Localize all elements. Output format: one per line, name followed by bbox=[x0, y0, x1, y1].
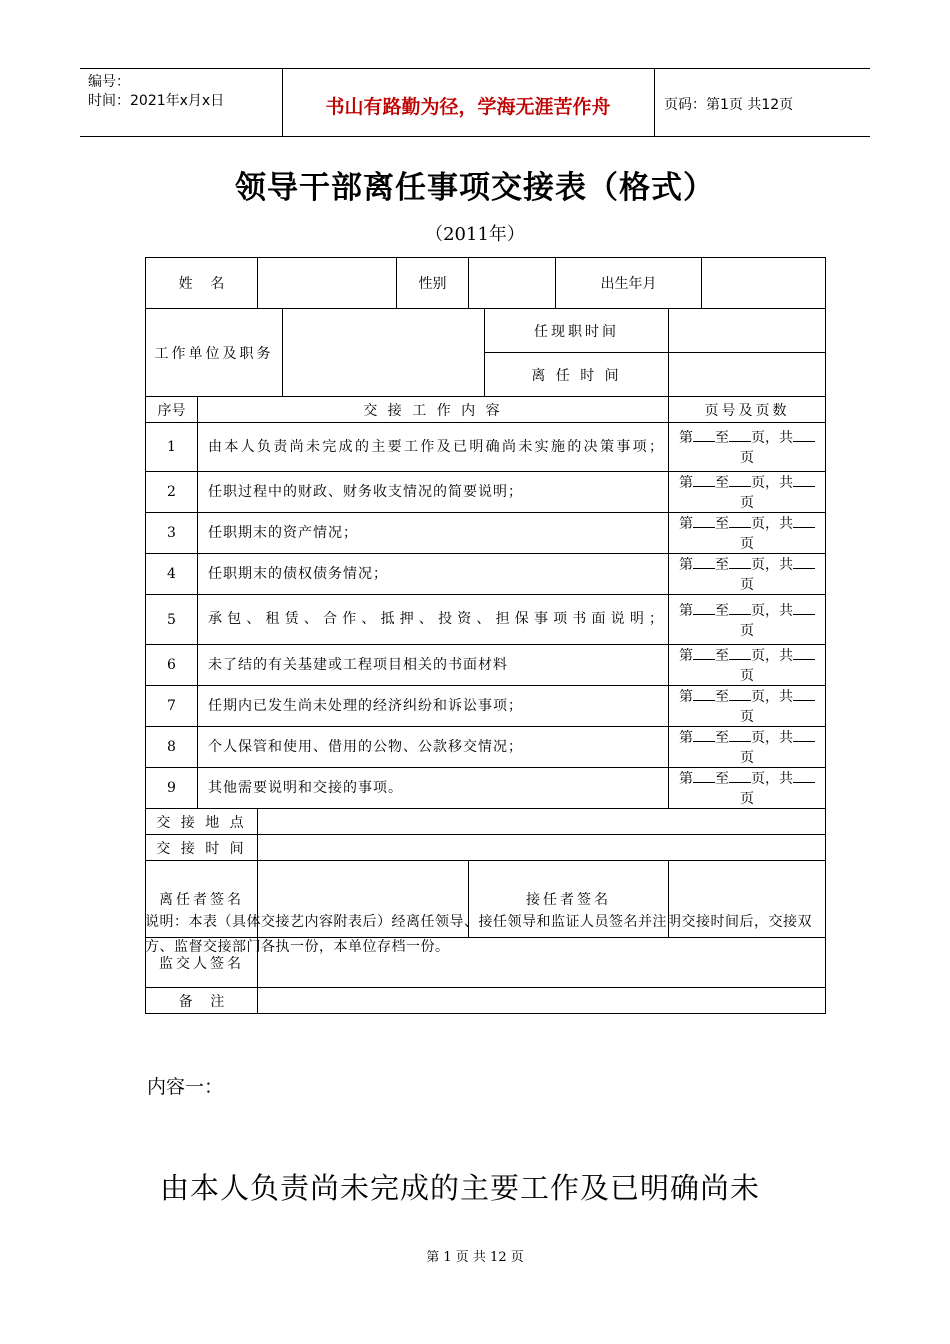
table-row bbox=[146, 423, 826, 472]
table-row bbox=[146, 513, 826, 554]
birth-value[interactable] bbox=[702, 258, 826, 309]
handover-time-value[interactable] bbox=[258, 835, 826, 861]
form-note: 说明：本表（具体交接艺内容附表后）经离任领导、接任领导和监证人员签名并注明交接时间后，交接双方、监督交接部门各执一份，本单位存档一份。 bbox=[145, 914, 812, 955]
handover-time-label: 交 接 时 间 bbox=[146, 835, 258, 861]
row-personal-info bbox=[146, 258, 826, 309]
row-unit-current bbox=[146, 309, 826, 353]
item-number: 9 bbox=[146, 768, 198, 809]
pages-text: 页 bbox=[740, 750, 755, 766]
pages-blank-field[interactable] bbox=[793, 770, 815, 783]
col-header-seq: 序号 bbox=[146, 397, 198, 423]
unit-value[interactable] bbox=[283, 309, 485, 397]
pages-blank-field[interactable] bbox=[729, 429, 751, 442]
pages-blank-field[interactable] bbox=[729, 515, 751, 528]
pages-text: 第 bbox=[679, 516, 694, 532]
table-row bbox=[146, 472, 826, 513]
pages-text: 第 bbox=[679, 771, 694, 787]
page-title: 领导干部离任事项交接表（格式） bbox=[235, 170, 715, 206]
item-content: 任职期末的资产情况； bbox=[198, 513, 669, 554]
pages-text: 至 bbox=[715, 602, 730, 619]
pages-text: 页，共 bbox=[751, 730, 794, 746]
item-content: 任职期末的债权债务情况； bbox=[198, 554, 669, 595]
header-number: 编号： bbox=[88, 74, 130, 90]
item-pages[interactable] bbox=[669, 554, 826, 595]
pages-text: 至 bbox=[715, 557, 730, 573]
pages-text: 第 bbox=[679, 648, 694, 664]
pages-text: 第 bbox=[679, 430, 694, 446]
pages-blank-field[interactable] bbox=[729, 474, 751, 487]
pages-text: 页，共 bbox=[751, 557, 794, 573]
pages-blank-field[interactable] bbox=[693, 429, 715, 442]
item-pages[interactable] bbox=[669, 513, 826, 554]
unit-label: 工作单位及职务 bbox=[146, 309, 283, 397]
content-heading: 由本人负责尚未完成的主要工作及已明确尚未 bbox=[160, 1171, 761, 1205]
table-row bbox=[146, 645, 826, 686]
pages-text: 页，共 bbox=[751, 771, 794, 787]
item-content: 任期内已发生尚未处理的经济纠纷和诉讼事项； bbox=[198, 686, 669, 727]
header-bottom-rule bbox=[80, 136, 870, 137]
pages-blank-field[interactable] bbox=[793, 429, 815, 442]
pages-text: 页 bbox=[740, 536, 755, 552]
pages-blank-field[interactable] bbox=[693, 770, 715, 783]
pages-text: 至 bbox=[715, 771, 730, 787]
pages-blank-field[interactable] bbox=[729, 729, 751, 742]
item-pages[interactable] bbox=[669, 686, 826, 727]
pages-text: 至 bbox=[715, 516, 730, 532]
pages-text: 页，共 bbox=[751, 648, 794, 664]
col-header-pages: 页号及页数 bbox=[669, 397, 826, 423]
item-number: 4 bbox=[146, 554, 198, 595]
item-pages[interactable] bbox=[669, 727, 826, 768]
pages-text: 页 bbox=[740, 450, 755, 466]
pages-text: 页 bbox=[740, 622, 755, 639]
leaver-sign-label: 离任者签名 bbox=[146, 861, 258, 938]
pages-text: 页，共 bbox=[751, 602, 794, 619]
item-content: 由本人负责尚未完成的主要工作及已明确尚未实施的决策事项； bbox=[198, 423, 669, 472]
birth-label: 出生年月 bbox=[556, 258, 702, 309]
handover-form-table bbox=[145, 257, 826, 1014]
item-number: 6 bbox=[146, 645, 198, 686]
pages-text: 页 bbox=[740, 709, 755, 725]
header-divider-2 bbox=[654, 68, 655, 136]
pages-blank-field[interactable] bbox=[793, 729, 815, 742]
pages-text: 第 bbox=[679, 602, 694, 619]
pages-blank-field[interactable] bbox=[729, 688, 751, 701]
pages-blank-field[interactable] bbox=[729, 770, 751, 783]
name-label: 姓 名 bbox=[146, 258, 258, 309]
item-content: 其他需要说明和交接的事项。 bbox=[198, 768, 669, 809]
table-row bbox=[146, 768, 826, 809]
pages-text: 至 bbox=[715, 430, 730, 446]
pages-blank-field[interactable] bbox=[729, 556, 751, 569]
remark-label: 备 注 bbox=[146, 988, 258, 1014]
pages-blank-field[interactable] bbox=[693, 688, 715, 701]
item-number: 1 bbox=[146, 423, 198, 472]
pages-text: 页，共 bbox=[751, 475, 794, 491]
current-time-value[interactable] bbox=[669, 309, 826, 353]
item-content: 个人保管和使用、借用的公物、公款移交情况； bbox=[198, 727, 669, 768]
name-value[interactable] bbox=[258, 258, 397, 309]
pages-text: 至 bbox=[715, 475, 730, 491]
pages-blank-field[interactable] bbox=[693, 474, 715, 487]
remark-value[interactable] bbox=[258, 988, 826, 1014]
pages-blank-field[interactable] bbox=[793, 647, 815, 660]
pages-text: 页，共 bbox=[751, 430, 794, 446]
pages-text: 至 bbox=[715, 648, 730, 664]
leave-time-value[interactable] bbox=[669, 353, 826, 397]
pages-text: 第 bbox=[679, 475, 694, 491]
leave-time-label: 离 任 时 间 bbox=[485, 353, 669, 397]
pages-text: 页，共 bbox=[751, 689, 794, 705]
header-motto: 书山有路勤为径，学海无涯苦作舟 bbox=[325, 96, 611, 118]
item-content: 未了结的有关基建或工程项目相关的书面材料 bbox=[198, 645, 669, 686]
item-pages[interactable] bbox=[669, 472, 826, 513]
pages-text: 至 bbox=[715, 730, 730, 746]
item-pages[interactable] bbox=[669, 768, 826, 809]
row-remarks bbox=[146, 988, 826, 1014]
item-number: 3 bbox=[146, 513, 198, 554]
item-pages[interactable] bbox=[669, 423, 826, 472]
table-row bbox=[146, 554, 826, 595]
row-handover-time bbox=[146, 835, 826, 861]
page-year: （2011年） bbox=[425, 224, 525, 245]
pages-text: 至 bbox=[715, 689, 730, 705]
pages-blank-field[interactable] bbox=[793, 515, 815, 528]
item-pages[interactable] bbox=[669, 645, 826, 686]
successor-sign-label: 接任者签名 bbox=[469, 861, 669, 938]
page-footer: 第 1 页 共 12 页 bbox=[426, 1250, 524, 1265]
pages-blank-field[interactable] bbox=[793, 688, 815, 701]
pages-text: 页 bbox=[740, 791, 755, 807]
pages-text: 第 bbox=[679, 557, 694, 573]
item-number: 8 bbox=[146, 727, 198, 768]
pages-text: 页 bbox=[740, 577, 755, 593]
pages-blank-field[interactable] bbox=[729, 647, 751, 660]
current-time-label: 任现职时间 bbox=[485, 309, 669, 353]
pages-blank-field[interactable] bbox=[693, 556, 715, 569]
table-row bbox=[146, 727, 826, 768]
pages-text: 第 bbox=[679, 689, 694, 705]
row-column-headers bbox=[146, 397, 826, 423]
pages-blank-field[interactable] bbox=[693, 515, 715, 528]
table-row bbox=[146, 595, 826, 645]
place-value[interactable] bbox=[258, 809, 826, 835]
pages-blank-field[interactable] bbox=[793, 474, 815, 487]
gender-value[interactable] bbox=[469, 258, 556, 309]
item-content: 承包、租赁、合作、抵押、投资、担保事项书面说明； bbox=[198, 595, 669, 645]
content-one-label: 内容一： bbox=[147, 1076, 224, 1098]
item-pages[interactable] bbox=[669, 595, 826, 645]
place-label: 交 接 地 点 bbox=[146, 809, 258, 835]
header-page-info: 页码：第1页 共12页 bbox=[664, 97, 794, 113]
pages-blank-field[interactable] bbox=[693, 647, 715, 660]
pages-text: 页，共 bbox=[751, 516, 794, 532]
header-time: 时间：2021年x月x日 bbox=[88, 93, 225, 109]
pages-blank-field[interactable] bbox=[793, 556, 815, 569]
table-row bbox=[146, 686, 826, 727]
pages-text: 页 bbox=[740, 495, 755, 511]
pages-text: 页 bbox=[740, 668, 755, 684]
pages-blank-field[interactable] bbox=[793, 602, 815, 615]
pages-blank-field[interactable] bbox=[693, 602, 715, 615]
pages-text: 第 bbox=[679, 730, 694, 746]
pages-blank-field[interactable] bbox=[729, 602, 751, 615]
item-number: 5 bbox=[146, 595, 198, 645]
gender-label: 性别 bbox=[397, 258, 469, 309]
item-number: 7 bbox=[146, 686, 198, 727]
header-top-rule bbox=[80, 68, 870, 69]
supervisor-sign-label: 监交人签名 bbox=[146, 938, 258, 988]
row-handover-place bbox=[146, 809, 826, 835]
col-header-content: 交 接 工 作 内 容 bbox=[198, 397, 669, 423]
item-number: 2 bbox=[146, 472, 198, 513]
item-content: 任职过程中的财政、财务收支情况的简要说明； bbox=[198, 472, 669, 513]
pages-blank-field[interactable] bbox=[693, 729, 715, 742]
